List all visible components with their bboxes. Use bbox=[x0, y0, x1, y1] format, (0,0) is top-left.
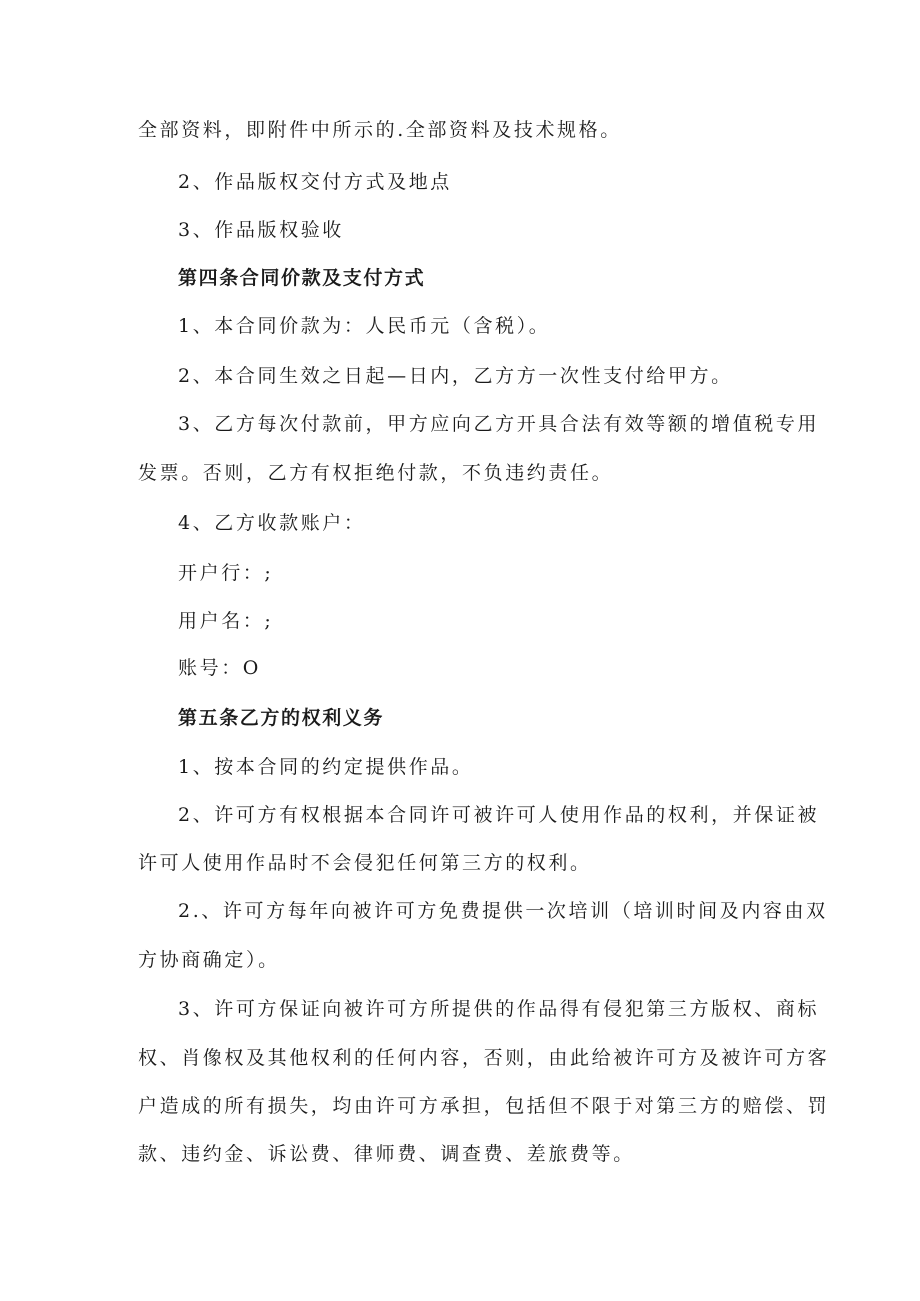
paragraph-line: 1、按本合同的约定提供作品。 bbox=[178, 756, 474, 778]
paragraph-line: 4、乙方收款账户： bbox=[178, 512, 366, 534]
paragraph-line: 开户行：; bbox=[178, 562, 274, 584]
paragraph-line: 方协商确定）。 bbox=[138, 949, 280, 971]
paragraph-line: 1、本合同价款为：人民币元（含税）。 bbox=[178, 315, 551, 337]
paragraph-line: 发票。否则，乙方有权拒绝付款，不负违约责任。 bbox=[138, 462, 614, 484]
paragraph-line: 账号：O bbox=[178, 657, 261, 679]
paragraph-line: 3、许可方保证向被许可方所提供的作品得有侵犯第三方版权、商标 bbox=[178, 998, 820, 1020]
paragraph-line: 全部资料，即附件中所示的.全部资料及技术规格。 bbox=[138, 119, 622, 141]
paragraph-line: 2.、许可方每年向被许可方免费提供一次培训（培训时间及内容由双 bbox=[178, 900, 828, 922]
paragraph-line: 2、本合同生效之日起—日内，乙方方一次性支付给甲方。 bbox=[178, 365, 733, 387]
paragraph-line: 许可人使用作品时不会侵犯任何第三方的权利。 bbox=[138, 852, 592, 874]
paragraph-line: 用户名：; bbox=[178, 610, 274, 632]
paragraph-line: 3、乙方每次付款前，甲方应向乙方开具合法有效等额的增值税专用 bbox=[178, 413, 820, 435]
paragraph-line: 3、作品版权验收 bbox=[178, 219, 344, 241]
paragraph-line: 户造成的所有损失，均由许可方承担，包括但不限于对第三方的赔偿、罚 bbox=[138, 1095, 830, 1117]
paragraph-line: 2、作品版权交付方式及地点 bbox=[178, 171, 452, 193]
paragraph-line: 权、肖像权及其他权利的任何内容，否则，由此给被许可方及被许可方客 bbox=[138, 1047, 830, 1069]
section-heading: 第四条合同价款及支付方式 bbox=[178, 267, 426, 289]
paragraph-line: 2、许可方有权根据本合同许可被许可人使用作品的权利，并保证被 bbox=[178, 804, 820, 826]
paragraph-line: 款、违约金、诉讼费、律师费、调查费、差旅费等。 bbox=[138, 1143, 635, 1165]
section-heading: 第五条乙方的权利义务 bbox=[178, 707, 385, 729]
